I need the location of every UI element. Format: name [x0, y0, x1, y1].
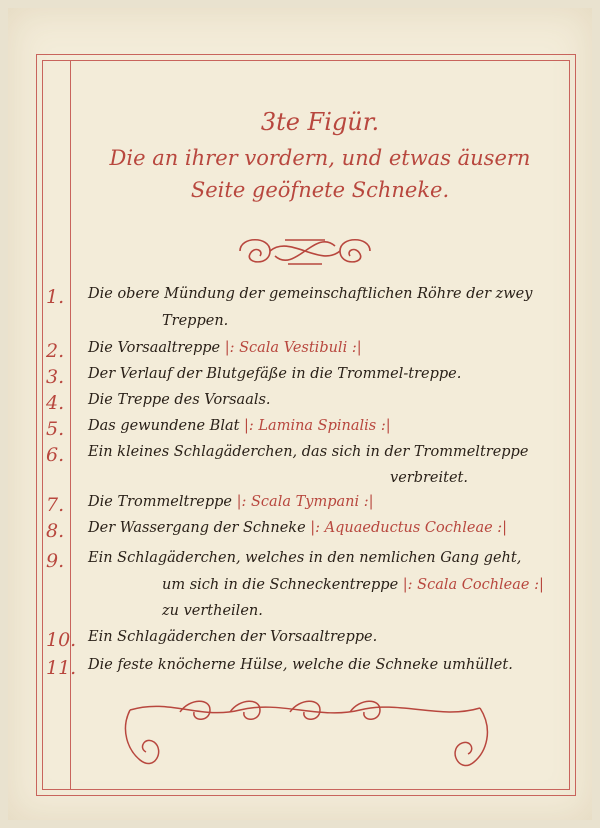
item-continuation: Treppen.	[162, 313, 229, 329]
item-latin-term: |: Scala Tympani :|	[236, 494, 374, 510]
figure-title: 3te Figür.	[260, 108, 380, 136]
item-text: Der Wassergang der Schneke	[88, 520, 306, 536]
item-number: 7.	[46, 494, 65, 516]
item-number: 10.	[46, 629, 77, 651]
item-continuation: zu vertheilen.	[162, 603, 263, 619]
item-text: Die Treppe des Vorsaals.	[88, 392, 271, 408]
item-continuation: verbreitet.	[390, 470, 468, 486]
item-number: 6.	[46, 444, 65, 466]
item-number: 2.	[46, 340, 65, 362]
figure-subtitle-line2: Seite geöfnete Schneke.	[190, 178, 450, 202]
item-text: Das gewundene Blat	[88, 418, 240, 434]
item-latin-term: |: Aquaeductus Cochleae :|	[310, 520, 508, 536]
item-text: Der Verlauf der Blutgefäße in die Trommel-treppe.	[88, 366, 462, 382]
item-latin-term: |: Scala Vestibuli :|	[224, 340, 362, 356]
item-text: Die obere Mündung der gemeinschaftlichen Röhre der zwey	[88, 286, 533, 302]
item-text: Ein Schlagäderchen der Vorsaaltreppe.	[88, 629, 378, 645]
item-number: 11.	[46, 657, 77, 679]
item-number: 9.	[46, 550, 65, 572]
bottom-flourish-ornament	[110, 690, 500, 790]
item-latin-term: |: Lamina Spinalis :|	[244, 418, 391, 434]
item-text: Die Vorsaaltreppe	[88, 340, 221, 356]
top-flourish-ornament	[230, 226, 380, 276]
item-text: Die feste knöcherne Hülse, welche die Schneke umhüllet.	[88, 657, 513, 673]
item-number: 4.	[46, 392, 65, 414]
item-number: 5.	[46, 418, 65, 440]
item-text: Ein kleines Schlagäderchen, das sich in der Trommeltreppe	[88, 444, 529, 460]
item-continuation	[162, 577, 544, 593]
figure-subtitle-line1: Die an ihrer vordern, und etwas äusern	[109, 146, 531, 170]
item-number: 8.	[46, 520, 65, 542]
item-text: Die Trommeltreppe	[88, 494, 232, 510]
item-text: Ein Schlagäderchen, welches in den nemlichen Gang geht,	[88, 550, 522, 566]
item-latin-term: |: Scala Cochleae :|	[402, 577, 544, 593]
item-continuation-text: um sich in die Schneckentreppe	[162, 577, 399, 593]
item-number: 1.	[46, 286, 65, 308]
item-number: 3.	[46, 366, 65, 388]
